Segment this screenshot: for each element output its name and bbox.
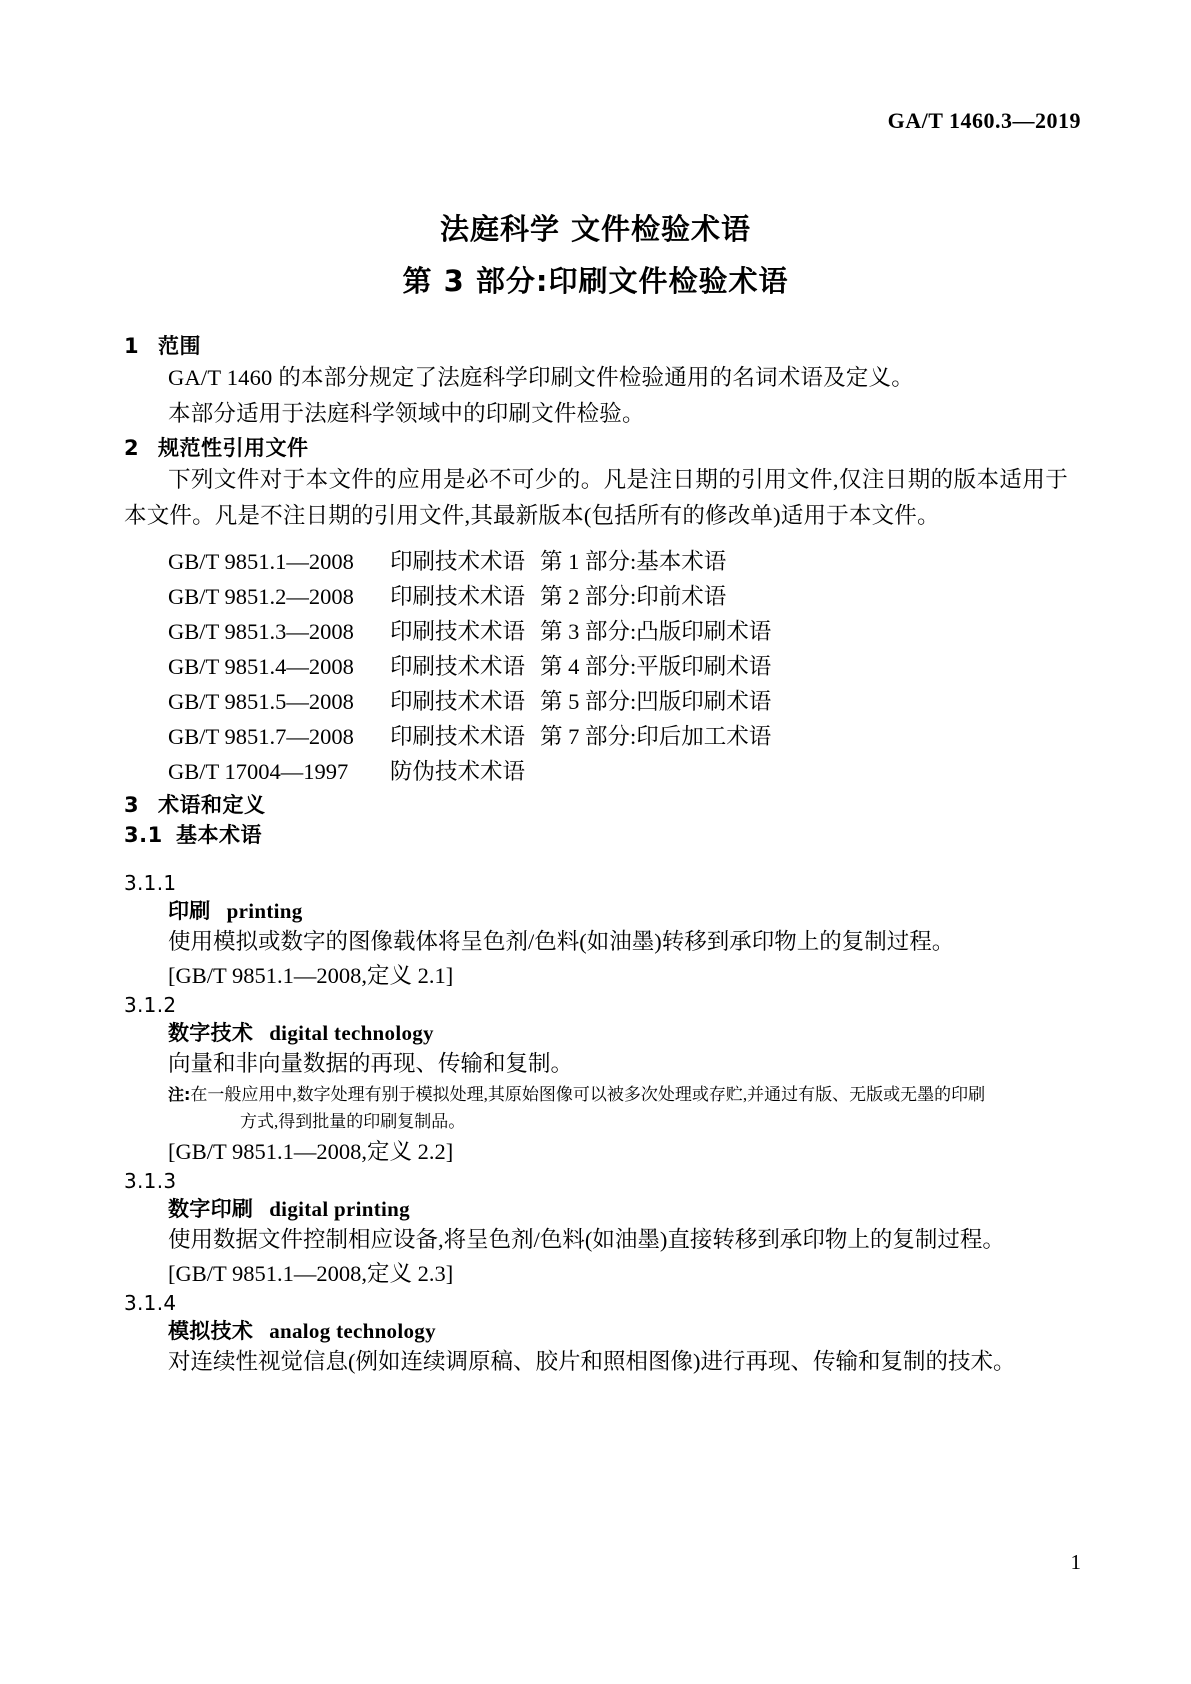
term-entry-3-1-4 [124,1291,1068,1379]
reference-name: 印刷技术术语 [390,619,526,644]
subsection-number-3-1: 3.1 [124,823,163,847]
term-definition: 向量和非向量数据的再现、传输和复制。 [168,1051,574,1076]
document-title-line-1: 法庭科学 文件检验术语 [439,212,752,246]
reference-name: 印刷技术术语 [390,549,526,574]
note-text-line-1: 在一般应用中,数字处理有别于模拟处理,其原始图像可以被多次处理或存贮,并通过有版、无版或无墨的印刷 [190,1085,986,1104]
reference-code: GB/T 9851.2—2008 [168,584,354,609]
note-label: 注: [168,1085,191,1104]
reference-code: GB/T 9851.4—2008 [168,654,354,679]
reference-item [124,544,1068,579]
term-entry-3-1-2 [124,993,1068,1169]
reference-part: 第 5 部分:凹版印刷术语 [540,689,772,714]
term-chinese: 数字印刷 [168,1197,254,1221]
reference-code: GB/T 9851.7—2008 [168,724,354,749]
reference-part: 第 7 部分:印后加工术语 [540,724,772,749]
section-title-1: 范围 [158,334,201,358]
term-english: digital technology [269,1021,434,1045]
clause-number: 3.1.1 [124,871,177,895]
running-header-standard-code: GA/T 1460.3—2019 [887,108,1081,133]
term-entry-3-1-1 [124,871,1068,993]
term-english: digital printing [269,1197,410,1221]
clause-number: 3.1.4 [124,1291,177,1315]
reference-item [124,649,1068,684]
section-number-1: 1 [124,334,140,358]
subsection-title-3-1: 基本术语 [176,823,262,847]
section-heading-terms-and-definitions [124,789,1068,819]
term-chinese: 数字技术 [168,1021,254,1045]
section-number-3: 3 [124,793,140,817]
scope-paragraph-1: GA/T 1460 的本部分规定了法庭科学印刷文件检验通用的名词术语及定义。 [168,365,914,390]
term-definition: 对连续性视觉信息(例如连续调原稿、胶片和照相图像)进行再现、传输和复制的技术。 [168,1349,1016,1374]
term-definition: 使用数据文件控制相应设备,将呈色剂/色料(如油墨)直接转移到承印物上的复制过程。 [168,1227,1005,1252]
term-definition: 使用模拟或数字的图像载体将呈色剂/色料(如油墨)转移到承印物上的复制过程。 [168,929,955,954]
term-source: [GB/T 9851.1—2008,定义 2.1] [168,963,454,988]
document-title [0,205,1191,305]
reference-code: GB/T 9851.1—2008 [168,549,354,574]
reference-item [124,719,1068,754]
reference-item [124,579,1068,614]
reference-item [124,684,1068,719]
normative-references-paragraph: 下列文件对于本文件的应用是必不可少的。凡是注日期的引用文件,仅注日期的版本适用于本文件。凡是不注日期的引用文件,其最新版本(包括所有的修改单)适用于本文件。 [124,467,1068,528]
term-chinese: 模拟技术 [168,1319,254,1343]
reference-part: 第 2 部分:印前术语 [540,584,727,609]
section-heading-scope [124,330,1068,360]
reference-part: 第 1 部分:基本术语 [540,549,727,574]
reference-name: 防伪技术术语 [390,759,526,784]
section-heading-normative-references [124,432,1068,462]
reference-name: 印刷技术术语 [390,689,526,714]
reference-code: GB/T 17004—1997 [168,759,349,784]
reference-part: 第 4 部分:平版印刷术语 [540,654,772,679]
document-body [124,330,1068,1379]
reference-code: GB/T 9851.3—2008 [168,619,354,644]
term-source: [GB/T 9851.1—2008,定义 2.2] [168,1139,454,1164]
reference-name: 印刷技术术语 [390,724,526,749]
term-note [124,1081,1068,1108]
page-number: 1 [1070,1550,1081,1574]
term-heading [124,1315,1068,1345]
reference-name: 印刷技术术语 [390,654,526,679]
reference-name: 印刷技术术语 [390,584,526,609]
document-title-line-2: 第 3 部分:印刷文件检验术语 [402,264,789,298]
reference-item [124,614,1068,649]
term-heading [124,895,1068,925]
subsection-heading-basic-terms [124,819,1068,849]
section-number-2: 2 [124,436,140,460]
scope-paragraph-2: 本部分适用于法庭科学领域中的印刷文件检验。 [168,401,645,426]
clause-number: 3.1.3 [124,1169,177,1193]
term-entry-3-1-3 [124,1169,1068,1291]
term-source: [GB/T 9851.1—2008,定义 2.3] [168,1261,454,1286]
section-title-2: 规范性引用文件 [158,436,309,460]
note-text-line-2: 方式,得到批量的印刷复制品。 [240,1112,466,1131]
clause-number: 3.1.2 [124,993,177,1017]
term-english: analog technology [269,1319,436,1343]
term-heading [124,1017,1068,1047]
section-title-3: 术语和定义 [158,793,266,817]
term-english: printing [226,899,303,923]
reference-item [124,754,1068,789]
term-heading [124,1193,1068,1223]
reference-code: GB/T 9851.5—2008 [168,689,354,714]
normative-references-list [124,544,1068,789]
term-chinese: 印刷 [168,899,211,923]
reference-part: 第 3 部分:凸版印刷术语 [540,619,772,644]
